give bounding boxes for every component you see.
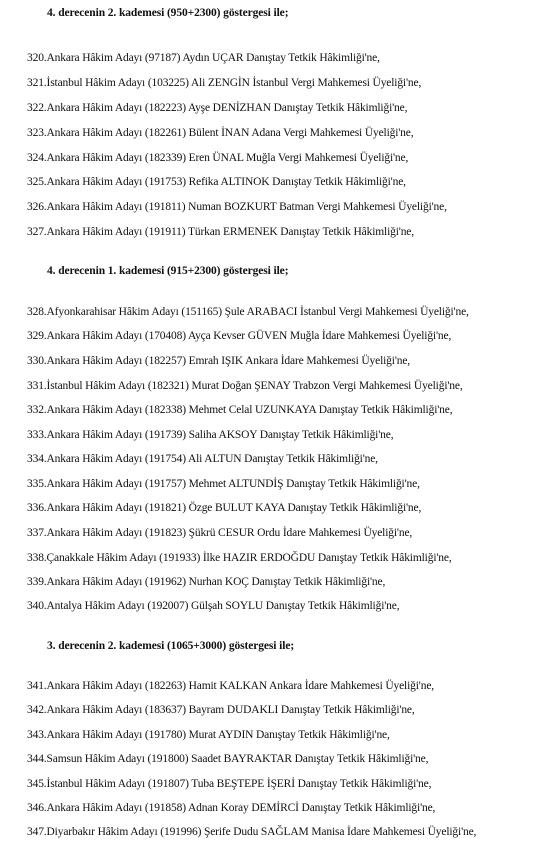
item-number: 332. [27, 404, 47, 416]
item-text: Ankara Hâkim Adayı (97187) Aydın UÇAR Danıştay Tetkik Hâkimliği'ne, [46, 52, 380, 64]
item-number: 329. [27, 330, 47, 342]
list-item [27, 355, 410, 367]
item-number: 328. [27, 306, 47, 318]
list-item [27, 77, 421, 89]
item-number: 324. [27, 152, 47, 164]
item-text: İstanbul Hâkim Adayı (103225) Ali ZENGİN İstanbul Vergi Mahkemesi Üyeliği'ne, [46, 77, 422, 89]
item-text: Ankara Hâkim Adayı (191823) Şükrü CESUR Ordu İdare Mahkemesi Üyeliği'ne, [46, 527, 413, 539]
item-text: Ankara Hâkim Adayı (182223) Ayşe DENİZHAN Danıştay Tetkik Hâkimliği'ne, [46, 102, 408, 114]
list-item [27, 176, 406, 188]
item-number: 345. [27, 778, 47, 790]
item-number: 323. [27, 127, 47, 139]
section-heading: 4. derecenin 2. kademesi (950+2300) göstergesi ile; [47, 7, 289, 19]
item-text: Ankara Hâkim Adayı (191754) Ali ALTUN Danıştay Tetkik Hâkimliği'ne, [46, 453, 378, 465]
item-text: Ankara Hâkim Adayı (191811) Numan BOZKURT Batman Vergi Mahkemesi Üyeliği'ne, [46, 201, 447, 213]
item-number: 331. [27, 380, 47, 392]
list-item [27, 576, 385, 588]
item-text: Ankara Hâkim Adayı (191757) Mehmet ALTUNDİŞ Danıştay Tetkik Hâkimliği'ne, [46, 478, 420, 490]
list-item [27, 330, 451, 342]
item-text: Samsun Hâkim Adayı (191800) Saadet BAYRAKTAR Danıştay Tetkik Hâkimliği'ne, [46, 753, 429, 765]
item-text: Ankara Hâkim Adayı (170408) Ayça Kevser GÜVEN Muğla İdare Mahkemesi Üyeliği'ne, [46, 330, 452, 342]
list-item [27, 127, 413, 139]
item-text: Ankara Hâkim Adayı (191821) Özge BULUT KAYA Danıştay Tetkik Hâkimliği'ne, [46, 502, 422, 514]
item-text: Ankara Hâkim Adayı (191911) Türkan ERMENEK Danıştay Tetkik Hâkimliği'ne, [46, 226, 414, 238]
item-number: 344. [27, 753, 47, 765]
list-item [27, 52, 380, 64]
item-number: 346. [27, 802, 47, 814]
item-text: İstanbul Hâkim Adayı (182321) Murat Doğan ŞENAY Trabzon Vergi Mahkemesi Üyeliği'ne, [46, 380, 463, 392]
item-text: Ankara Hâkim Adayı (191753) Refika ALTINOK Danıştay Tetkik Hâkimliği'ne, [46, 176, 406, 188]
item-text: Antalya Hâkim Adayı (192007) Gülşah SOYLU Danıştay Tetkik Hâkimliği'ne, [46, 600, 400, 612]
list-item [27, 502, 421, 514]
item-number: 334. [27, 453, 47, 465]
item-text: Afyonkarahisar Hâkim Adayı (151165) Şule ARABACI İstanbul Vergi Mahkemesi Üyeliği'ne, [46, 306, 469, 318]
item-number: 347. [27, 826, 47, 838]
list-item [27, 226, 414, 238]
item-text: Ankara Hâkim Adayı (191858) Adnan Koray DEMİRCİ Danıştay Tetkik Hâkimliği'ne, [46, 802, 436, 814]
item-number: 336. [27, 502, 47, 514]
item-text: Ankara Hâkim Adayı (191739) Saliha AKSOY Danıştay Tetkik Hâkimliği'ne, [46, 429, 394, 441]
item-number: 326. [27, 201, 47, 213]
item-text: İstanbul Hâkim Adayı (191807) Tuba BEŞTEPE İŞERİ Danıştay Tetkik Hâkimliği'ne, [46, 778, 432, 790]
item-text: Ankara Hâkim Adayı (182338) Mehmet Celal UZUNKAYA Danıştay Tetkik Hâkimliği'ne, [46, 404, 453, 416]
list-item [27, 704, 415, 716]
list-item [27, 680, 434, 692]
list-item [27, 102, 407, 114]
list-item [27, 826, 476, 838]
item-text: Ankara Hâkim Adayı (183637) Bayram DUDAKLI Danıştay Tetkik Hâkimliği'ne, [46, 704, 415, 716]
item-text: Çanakkale Hâkim Adayı (191933) İlke HAZIR ERDOĞDU Danıştay Tetkik Hâkimliği'ne, [46, 552, 452, 564]
item-number: 338. [27, 552, 47, 564]
item-text: Ankara Hâkim Adayı (182339) Eren ÜNAL Muğla Vergi Mahkemesi Üyeliği'ne, [46, 152, 409, 164]
list-item [27, 802, 435, 814]
item-text: Ankara Hâkim Adayı (182263) Hamit KALKAN Ankara İdare Mahkemesi Üyeliği'ne, [46, 680, 434, 692]
list-item [27, 527, 412, 539]
item-number: 342. [27, 704, 47, 716]
list-item [27, 753, 428, 765]
item-number: 343. [27, 729, 47, 741]
list-item [27, 404, 452, 416]
item-number: 327. [27, 226, 47, 238]
item-number: 325. [27, 176, 47, 188]
list-item [27, 729, 390, 741]
section-heading: 4. derecenin 1. kademesi (915+2300) göstergesi ile; [47, 265, 289, 277]
list-item [27, 600, 399, 612]
list-item [27, 429, 393, 441]
item-number: 339. [27, 576, 47, 588]
list-item [27, 380, 463, 392]
list-item [27, 552, 452, 564]
item-number: 320. [27, 52, 47, 64]
list-item [27, 453, 378, 465]
item-text: Ankara Hâkim Adayı (191780) Murat AYDIN Danıştay Tetkik Hâkimliği'ne, [46, 729, 390, 741]
list-item [27, 778, 431, 790]
item-text: Ankara Hâkim Adayı (182257) Emrah IŞIK Ankara İdare Mahkemesi Üyeliği'ne, [46, 355, 411, 367]
item-number: 341. [27, 680, 47, 692]
item-number: 335. [27, 478, 47, 490]
list-item [27, 306, 469, 318]
item-number: 337. [27, 527, 47, 539]
item-text: Diyarbakır Hâkim Adayı (191996) Şerife Dudu SAĞLAM Manisa İdare Mahkemesi Üyeliği'ne, [46, 826, 477, 838]
item-text: Ankara Hâkim Adayı (191962) Nurhan KOÇ Danıştay Tetkik Hâkimliği'ne, [46, 576, 386, 588]
list-item [27, 152, 408, 164]
list-item [27, 201, 447, 213]
item-text: Ankara Hâkim Adayı (182261) Bülent İNAN Adana Vergi Mahkemesi Üyeliği'ne, [46, 127, 414, 139]
item-number: 322. [27, 102, 47, 114]
section-heading: 3. derecenin 2. kademesi (1065+3000) göstergesi ile; [47, 640, 295, 652]
list-item [27, 478, 420, 490]
item-number: 333. [27, 429, 47, 441]
item-number: 340. [27, 600, 47, 612]
item-number: 321. [27, 77, 47, 89]
item-number: 330. [27, 355, 47, 367]
